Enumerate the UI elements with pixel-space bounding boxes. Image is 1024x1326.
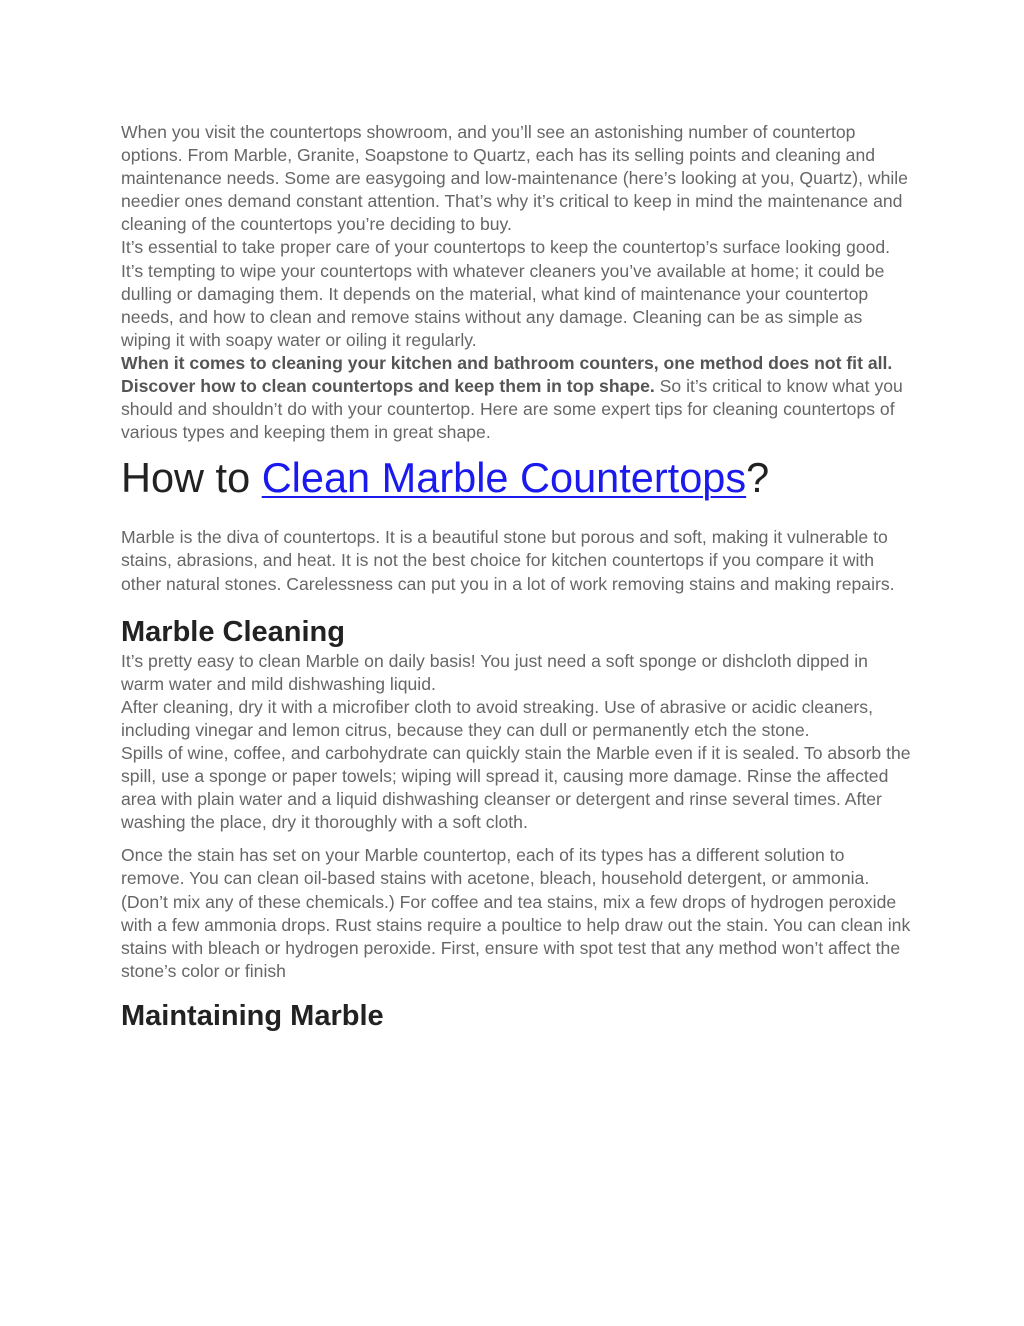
intro-paragraph-3-rest: So it’s critical to know what you should and shouldn’t do with your countertop. Here are some expert tips for cleaning countertops of various types and keeping them in great shape.: [121, 376, 903, 443]
intro-bold-text: When it comes to cleaning your kitchen and bathroom counters, one method does not fit all. Discover how to clean countertops and keep them in top shape.: [121, 352, 893, 397]
main-heading-prefix: How to: [121, 454, 262, 502]
main-heading: [121, 444, 911, 512]
marble-cleaning-heading: Marble Cleaning: [121, 615, 345, 648]
document-page: [121, 121, 911, 1034]
marble-cleaning-paragraph-2: After cleaning, dry it with a microfiber cloth to avoid streaking. Use of abrasive or acidic cleaners, including vinegar and lemon citrus, because they can dull or permanently etch the stone.: [121, 696, 873, 740]
clean-marble-countertops-link[interactable]: Clean Marble Countertops: [261, 454, 747, 502]
marble-cleaning-paragraph-3: Spills of wine, coffee, and carbohydrate can quickly stain the Marble even if it is sealed. To absorb the spill, use a sponge or paper towels; wiping will spread it, causing more damage. Rinse the affected area with plain water and a liquid dishwashing cleanser or detergent and rinse several times. After washing the place, dry it thoroughly with a soft cloth.: [121, 742, 911, 833]
marble-intro-paragraph: Marble is the diva of countertops. It is a beautiful stone but porous and soft, making it vulnerable to stains, abrasions, and heat. It is not the best choice for kitchen countertops if you compare it with other natural stones. Carelessness can put you in a lot of work removing stains and making repairs.: [121, 527, 895, 594]
intro-paragraph-3: [121, 352, 911, 444]
main-heading-suffix: ?: [746, 454, 770, 502]
intro-paragraph-1: When you visit the countertops showroom, and you’ll see an astonishing number of countertop options. From Marble, Granite, Soapstone to Quartz, each has its selling points and cleaning and maintenance needs. Some are easygoing and low-maintenance (here’s looking at you, Quartz), while needier ones demand constant attention. That’s why it’s critical to keep in mind the maintenance and cleaning of the countertops you’re deciding to buy.: [121, 122, 908, 235]
marble-cleaning-paragraph-1: It’s pretty easy to clean Marble on daily basis! You just need a soft sponge or dishcloth dipped in warm water and mild dishwashing liquid.: [121, 650, 868, 694]
maintaining-marble-heading: Maintaining Marble: [121, 999, 384, 1032]
intro-paragraph-2: It’s essential to take proper care of your countertops to keep the countertop’s surface looking good. It’s tempting to wipe your countertops with whatever cleaners you’ve available at home; it could be dulling or damaging them. It depends on the material, what kind of maintenance your countertop needs, and how to clean and remove stains without any damage. Cleaning can be as simple as wiping it with soapy water or oiling it regularly.: [121, 237, 891, 350]
marble-cleaning-paragraph-4: Once the stain has set on your Marble countertop, each of its types has a different solution to remove. You can clean oil-based stains with acetone, bleach, household detergent, or ammonia. (Don’t mix any of these chemicals.) For coffee and tea stains, mix a few drops of hydrogen peroxide with a few ammonia drops. Rust stains require a poultice to help draw out the stain. You can clean ink stains with bleach or hydrogen peroxide. First, ensure with spot test that any method won’t affect the stone’s color or finish: [121, 845, 911, 981]
intro-section: [121, 121, 911, 444]
